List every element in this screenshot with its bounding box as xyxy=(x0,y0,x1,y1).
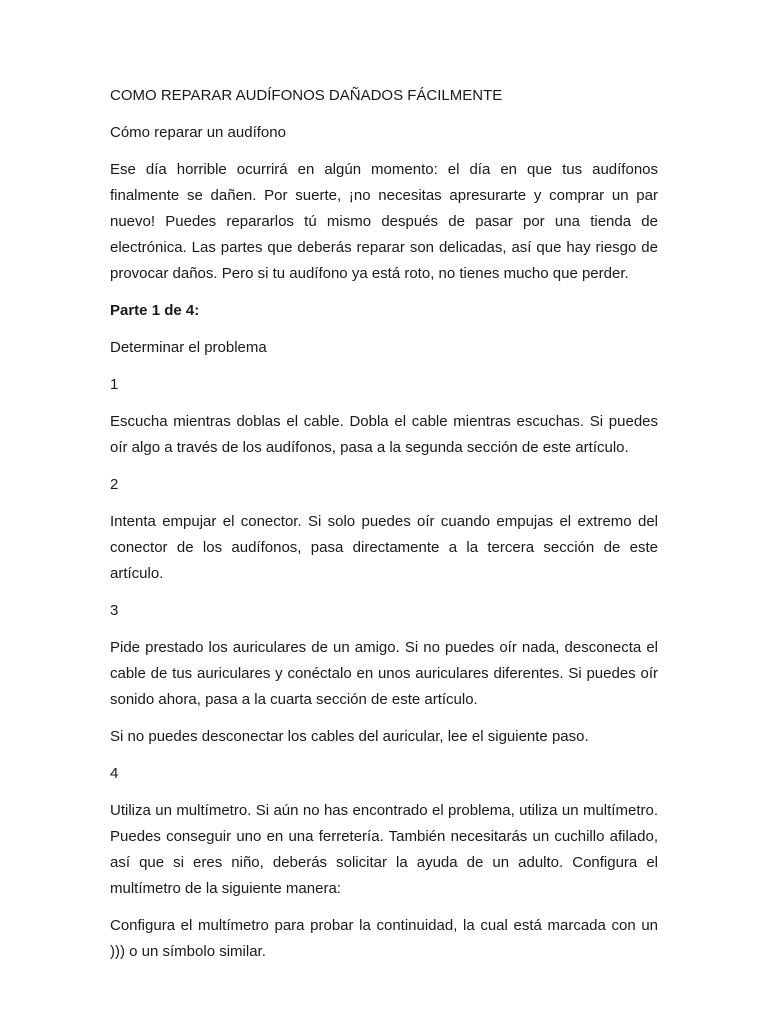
step-note-4: Configura el multímetro para probar la continuidad, la cual está marcada con un ))) o un símbolo similar. xyxy=(110,917,658,960)
part-heading: Parte 1 de 4: xyxy=(110,302,200,319)
step-text-4: Utiliza un multímetro. Si aún no has encontrado el problema, utiliza un multímetro. Puedes conseguir uno en una ferretería. También necesitarás un cuchillo afilado, así que si eres niño, deberás solicitar la ayuda de un adulto. Configura el multímetro de la siguiente manera: xyxy=(110,802,658,897)
step-number-3: 3 xyxy=(110,602,119,619)
document-subtitle: Cómo reparar un audífono xyxy=(110,124,286,141)
step-number-1: 1 xyxy=(110,376,119,393)
step-number-2: 2 xyxy=(110,476,119,493)
step-number-4: 4 xyxy=(110,765,119,782)
intro-paragraph: Ese día horrible ocurrirá en algún momento: el día en que tus audífonos finalmente se dañen. Por suerte, ¡no necesitas apresurarte y comprar un par nuevo! Puedes repararlos tú mismo después de pasar por una tienda de electrónica. Las partes que deberás reparar son delicadas, así que hay riesgo de provocar daños. Pero si tu audífono ya está roto, no tienes mucho que perder. xyxy=(110,161,658,282)
document-page xyxy=(110,83,658,976)
step-text-3: Pide prestado los auriculares de un amigo. Si no puedes oír nada, desconecta el cable de tus auriculares y conéctalo en unos auriculares diferentes. Si puedes oír sonido ahora, pasa a la cuarta sección de este artículo. xyxy=(110,639,658,708)
step-text-2: Intenta empujar el conector. Si solo puedes oír cuando empujas el extremo del conector de los audífonos, pasa directamente a la tercera sección de este artículo. xyxy=(110,513,658,582)
step-text-1: Escucha mientras doblas el cable. Dobla el cable mientras escuchas. Si puedes oír algo a través de los audífonos, pasa a la segunda sección de este artículo. xyxy=(110,413,658,456)
step-note-3: Si no puedes desconectar los cables del auricular, lee el siguiente paso. xyxy=(110,728,589,745)
document-title: COMO REPARAR AUDÍFONOS DAÑADOS FÁCILMENTE xyxy=(110,87,503,104)
part-title: Determinar el problema xyxy=(110,339,267,356)
